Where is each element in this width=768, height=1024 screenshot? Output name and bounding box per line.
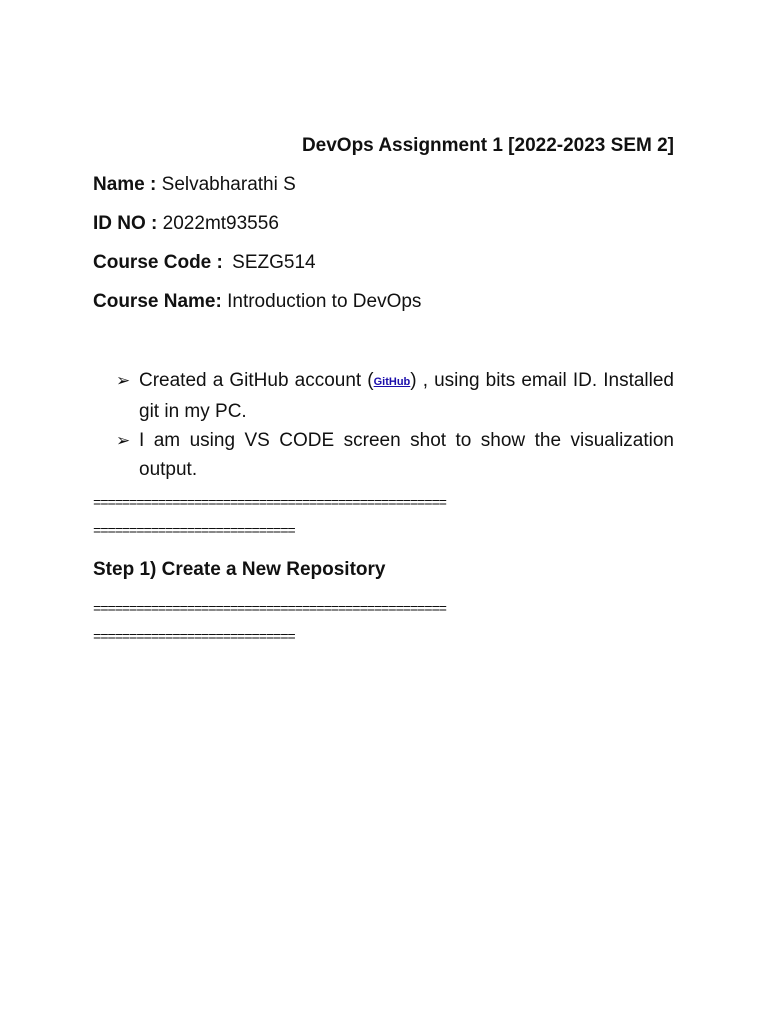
- name-label: Name :: [93, 174, 157, 195]
- course-code-field: [93, 252, 316, 274]
- bullet-text-part: ) , using bits email ID. Installed git in my PC.: [139, 370, 674, 422]
- bullet-text-part: Created a GitHub account (: [139, 370, 374, 391]
- id-label: ID NO :: [93, 213, 158, 234]
- document-title: DevOps Assignment 1 [2022-2023 SEM 2]: [301, 135, 674, 156]
- separator-line: =================================================: [93, 496, 446, 512]
- course-code-value: SEZG514: [232, 252, 316, 273]
- bullet-text: [139, 366, 674, 426]
- bullet-list: [116, 366, 674, 484]
- id-field: [93, 213, 279, 235]
- github-link[interactable]: GitHub: [373, 376, 411, 388]
- separator: [93, 596, 683, 652]
- name-field: [93, 174, 296, 196]
- course-name-value: Introduction to DevOps: [227, 291, 422, 312]
- list-item: [116, 366, 674, 426]
- name-value: Selvabharathi S: [161, 174, 296, 195]
- course-name-field: [93, 291, 421, 313]
- separator-line: ============================: [93, 630, 295, 646]
- id-value: 2022mt93556: [162, 213, 279, 234]
- course-name-label: Course Name:: [93, 291, 222, 312]
- arrow-bullet-icon: ➢: [116, 371, 131, 390]
- course-code-label: Course Code :: [93, 252, 223, 273]
- arrow-bullet-icon: ➢: [116, 431, 131, 450]
- bullet-text: I am using VS CODE screen shot to show the visualization output.: [139, 430, 674, 480]
- list-item: [116, 426, 674, 484]
- separator: [93, 490, 683, 546]
- step-heading: Step 1) Create a New Repository: [93, 559, 386, 580]
- separator-line: =================================================: [93, 602, 446, 618]
- separator-line: ============================: [93, 524, 295, 540]
